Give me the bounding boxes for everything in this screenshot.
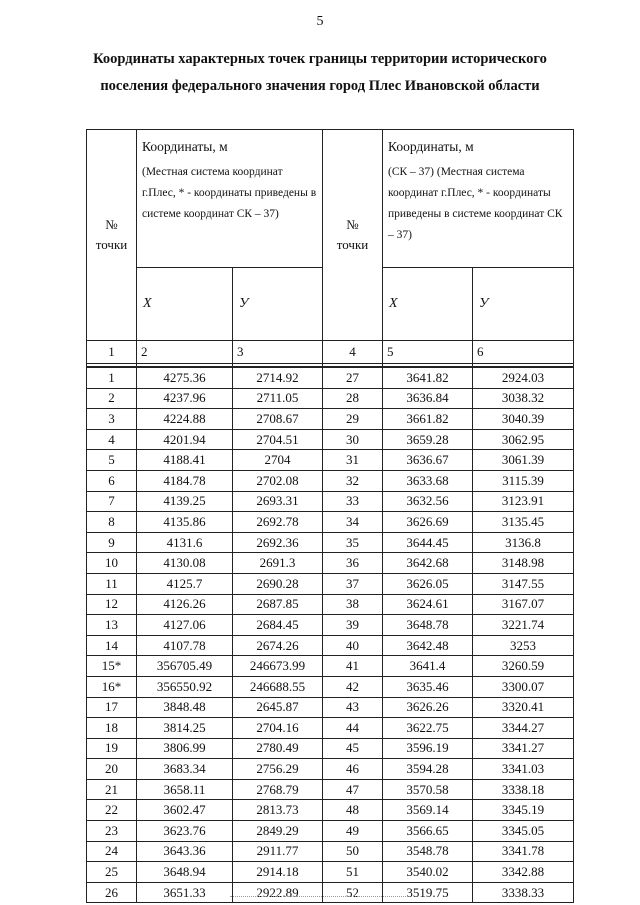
- point-number-cell: 21: [87, 779, 137, 800]
- x-coordinate-cell: 4130.08: [137, 553, 233, 574]
- x-coordinate-cell: 3651.33: [137, 882, 233, 903]
- y-coordinate-cell: 2693.31: [233, 491, 323, 512]
- y-coordinate-cell: 2692.78: [233, 512, 323, 533]
- point-number-cell: 52: [323, 882, 383, 903]
- table-row: [87, 635, 574, 656]
- point-number-cell: 45: [323, 738, 383, 759]
- column-index: 3: [233, 341, 323, 364]
- table-row: [87, 779, 574, 800]
- y-coordinate-cell: 3123.91: [473, 491, 574, 512]
- y-coordinate-cell: 2702.08: [233, 470, 323, 491]
- point-number-cell: 15*: [87, 656, 137, 677]
- y-coordinate-cell: 3320.41: [473, 697, 574, 718]
- point-number-cell: 44: [323, 718, 383, 739]
- y-coordinate-cell: 3038.32: [473, 388, 574, 409]
- point-number-cell: 35: [323, 532, 383, 553]
- point-number-cell: 31: [323, 450, 383, 471]
- y-coordinate-cell: 2768.79: [233, 779, 323, 800]
- table-row: [87, 882, 574, 903]
- y-coordinate-cell: 2756.29: [233, 759, 323, 780]
- y-coordinate-cell: 2704.16: [233, 718, 323, 739]
- coordinates-header-left: Координаты, м (Местная система координат г.Плес, * - координаты приведены в системе координат СК – 37): [137, 130, 323, 268]
- table-row: [87, 470, 574, 491]
- x-coordinate-cell: 3659.28: [383, 429, 473, 450]
- x-coordinate-cell: 3548.78: [383, 841, 473, 862]
- x-coordinate-cell: 3636.67: [383, 450, 473, 471]
- point-number-cell: 51: [323, 862, 383, 883]
- point-number-cell: 37: [323, 573, 383, 594]
- point-number-cell: 27: [323, 367, 383, 388]
- table-row: [87, 429, 574, 450]
- table-row: [87, 718, 574, 739]
- x-coordinate-cell: 3622.75: [383, 718, 473, 739]
- y-coordinate-cell: 3341.27: [473, 738, 574, 759]
- x-coordinate-cell: 3814.25: [137, 718, 233, 739]
- y-coordinate-cell: 3061.39: [473, 450, 574, 471]
- table-row: [87, 491, 574, 512]
- point-number-cell: 5: [87, 450, 137, 471]
- column-index: 1: [87, 341, 137, 364]
- table-row: [87, 573, 574, 594]
- point-number-cell: 11: [87, 573, 137, 594]
- point-number-cell: 29: [323, 409, 383, 430]
- point-number-cell: 33: [323, 491, 383, 512]
- table-row: [87, 656, 574, 677]
- point-number-cell: 23: [87, 821, 137, 842]
- point-number-cell: 41: [323, 656, 383, 677]
- x-coordinate-cell: 4127.06: [137, 615, 233, 636]
- x-coordinate-cell: 356550.92: [137, 676, 233, 697]
- y-coordinate-cell: 2690.28: [233, 573, 323, 594]
- x-coordinate-cell: 3624.61: [383, 594, 473, 615]
- y-coordinate-cell: 3136.8: [473, 532, 574, 553]
- y-coordinate-cell: 2674.26: [233, 635, 323, 656]
- column-index: 4: [323, 341, 383, 364]
- page-bottom-mark: [230, 896, 410, 897]
- point-number-cell: 2: [87, 388, 137, 409]
- x-coordinate-cell: 3806.99: [137, 738, 233, 759]
- y-coordinate-cell: 3342.88: [473, 862, 574, 883]
- y-coordinate-cell: 2911.77: [233, 841, 323, 862]
- point-number-header-left: № точки: [87, 130, 137, 341]
- point-number-cell: 25: [87, 862, 137, 883]
- x-coordinate-cell: 3626.26: [383, 697, 473, 718]
- y-coordinate-cell: 2704.51: [233, 429, 323, 450]
- x-coordinate-cell: 4139.25: [137, 491, 233, 512]
- x-coordinate-cell: 3596.19: [383, 738, 473, 759]
- table-row: [87, 615, 574, 636]
- table-row: [87, 450, 574, 471]
- x-coordinate-cell: 4184.78: [137, 470, 233, 491]
- y-coordinate-cell: 3167.07: [473, 594, 574, 615]
- point-number-cell: 50: [323, 841, 383, 862]
- x-coordinate-cell: 3602.47: [137, 800, 233, 821]
- table-row: [87, 512, 574, 533]
- y-coordinate-cell: 2645.87: [233, 697, 323, 718]
- point-number-cell: 24: [87, 841, 137, 862]
- point-number-cell: 16*: [87, 676, 137, 697]
- x-coordinate-cell: 3519.75: [383, 882, 473, 903]
- x-coordinate-cell: 4201.94: [137, 429, 233, 450]
- x-coordinate-cell: 4131.6: [137, 532, 233, 553]
- x-coordinate-cell: 4125.7: [137, 573, 233, 594]
- y-coordinate-cell: 3221.74: [473, 615, 574, 636]
- point-number-cell: 49: [323, 821, 383, 842]
- column-index-row: [87, 341, 574, 364]
- y-axis-header-right: У: [473, 268, 574, 341]
- x-coordinate-cell: 3658.11: [137, 779, 233, 800]
- table-row: [87, 841, 574, 862]
- y-coordinate-cell: 3260.59: [473, 656, 574, 677]
- y-coordinate-cell: 2714.92: [233, 367, 323, 388]
- point-number-cell: 38: [323, 594, 383, 615]
- point-number-cell: 13: [87, 615, 137, 636]
- y-coordinate-cell: 3345.19: [473, 800, 574, 821]
- x-coordinate-cell: 4107.78: [137, 635, 233, 656]
- y-coordinate-cell: 3338.18: [473, 779, 574, 800]
- y-coordinate-cell: 246688.55: [233, 676, 323, 697]
- x-coordinate-cell: 3643.36: [137, 841, 233, 862]
- point-number-cell: 46: [323, 759, 383, 780]
- table-row: [87, 676, 574, 697]
- x-coordinate-cell: 4237.96: [137, 388, 233, 409]
- x-coordinate-cell: 4224.88: [137, 409, 233, 430]
- point-number-cell: 14: [87, 635, 137, 656]
- point-number-cell: 48: [323, 800, 383, 821]
- x-coordinate-cell: 3626.05: [383, 573, 473, 594]
- table-row: [87, 553, 574, 574]
- y-coordinate-cell: 3344.27: [473, 718, 574, 739]
- y-coordinate-cell: 3300.07: [473, 676, 574, 697]
- y-coordinate-cell: 3338.33: [473, 882, 574, 903]
- y-coordinate-cell: 3062.95: [473, 429, 574, 450]
- point-number-cell: 26: [87, 882, 137, 903]
- x-coordinate-cell: 3641.82: [383, 367, 473, 388]
- y-coordinate-cell: 2692.36: [233, 532, 323, 553]
- point-number-cell: 42: [323, 676, 383, 697]
- y-coordinate-cell: 2849.29: [233, 821, 323, 842]
- x-coordinate-cell: 3632.56: [383, 491, 473, 512]
- x-coordinate-cell: 4135.86: [137, 512, 233, 533]
- point-number-cell: 4: [87, 429, 137, 450]
- y-coordinate-cell: 2914.18: [233, 862, 323, 883]
- point-number-cell: 47: [323, 779, 383, 800]
- y-coordinate-cell: 2711.05: [233, 388, 323, 409]
- y-coordinate-cell: 2813.73: [233, 800, 323, 821]
- column-index: 5: [383, 341, 473, 364]
- title-line-1: Координаты характерных точек границы территории исторического: [93, 51, 547, 67]
- coordinates-header-right: Координаты, м (СК – 37) (Местная система координат г.Плес, * - координаты приведены в системе координат СК – 37): [383, 130, 574, 268]
- table-row: [87, 759, 574, 780]
- x-coordinate-cell: 3569.14: [383, 800, 473, 821]
- point-number-cell: 28: [323, 388, 383, 409]
- x-coordinate-cell: 3683.34: [137, 759, 233, 780]
- y-coordinate-cell: 3345.05: [473, 821, 574, 842]
- table-row: [87, 862, 574, 883]
- x-coordinate-cell: 3642.48: [383, 635, 473, 656]
- y-coordinate-cell: 2684.45: [233, 615, 323, 636]
- x-coordinate-cell: 3848.48: [137, 697, 233, 718]
- x-coordinate-cell: 3570.58: [383, 779, 473, 800]
- x-coordinate-cell: 3626.69: [383, 512, 473, 533]
- x-coordinate-cell: 3636.84: [383, 388, 473, 409]
- column-index: 6: [473, 341, 574, 364]
- x-coordinate-cell: 3641.4: [383, 656, 473, 677]
- table-row: [87, 800, 574, 821]
- x-coordinate-cell: 3644.45: [383, 532, 473, 553]
- x-coordinate-cell: 3633.68: [383, 470, 473, 491]
- point-number-cell: 43: [323, 697, 383, 718]
- x-coordinate-cell: 3642.68: [383, 553, 473, 574]
- x-coordinate-cell: 3648.94: [137, 862, 233, 883]
- point-number-cell: 3: [87, 409, 137, 430]
- table-row: [87, 738, 574, 759]
- point-number-cell: 22: [87, 800, 137, 821]
- document-title: [60, 46, 580, 100]
- x-axis-header-left: X: [137, 268, 233, 341]
- table-row: [87, 821, 574, 842]
- y-coordinate-cell: 3341.78: [473, 841, 574, 862]
- point-number-cell: 9: [87, 532, 137, 553]
- point-number-cell: 39: [323, 615, 383, 636]
- point-number-cell: 30: [323, 429, 383, 450]
- point-number-cell: 1: [87, 367, 137, 388]
- x-coordinate-cell: 3648.78: [383, 615, 473, 636]
- point-number-header-right: № точки: [323, 130, 383, 341]
- y-coordinate-cell: 2687.85: [233, 594, 323, 615]
- y-coordinate-cell: 2924.03: [473, 367, 574, 388]
- x-coordinate-cell: 3566.65: [383, 821, 473, 842]
- table-row: [87, 388, 574, 409]
- point-number-cell: 40: [323, 635, 383, 656]
- x-coordinate-cell: 3594.28: [383, 759, 473, 780]
- y-coordinate-cell: 2922.89: [233, 882, 323, 903]
- point-number-cell: 17: [87, 697, 137, 718]
- y-coordinate-cell: 2704: [233, 450, 323, 471]
- point-number-cell: 12: [87, 594, 137, 615]
- y-coordinate-cell: 3341.03: [473, 759, 574, 780]
- point-number-cell: 19: [87, 738, 137, 759]
- y-coordinate-cell: 246673.99: [233, 656, 323, 677]
- point-number-cell: 7: [87, 491, 137, 512]
- y-coordinate-cell: 3040.39: [473, 409, 574, 430]
- page-number: 5: [316, 14, 324, 29]
- y-coordinate-cell: 3147.55: [473, 573, 574, 594]
- x-coordinate-cell: 356705.49: [137, 656, 233, 677]
- column-index: 2: [137, 341, 233, 364]
- y-coordinate-cell: 2708.67: [233, 409, 323, 430]
- x-coordinate-cell: 3635.46: [383, 676, 473, 697]
- x-coordinate-cell: 3623.76: [137, 821, 233, 842]
- table-row: [87, 409, 574, 430]
- point-number-cell: 10: [87, 553, 137, 574]
- x-coordinate-cell: 4188.41: [137, 450, 233, 471]
- point-number-cell: 18: [87, 718, 137, 739]
- point-number-cell: 20: [87, 759, 137, 780]
- point-number-cell: 36: [323, 553, 383, 574]
- table-row: [87, 594, 574, 615]
- x-coordinate-cell: 4275.36: [137, 367, 233, 388]
- x-coordinate-cell: 3540.02: [383, 862, 473, 883]
- y-coordinate-cell: 2780.49: [233, 738, 323, 759]
- table-row: [87, 532, 574, 553]
- x-coordinate-cell: 4126.26: [137, 594, 233, 615]
- x-coordinate-cell: 3661.82: [383, 409, 473, 430]
- point-number-cell: 32: [323, 470, 383, 491]
- y-coordinate-cell: 3148.98: [473, 553, 574, 574]
- table-row: [87, 367, 574, 388]
- coordinates-table: [86, 129, 574, 903]
- title-line-2: поселения федерального значения город Плес Ивановской области: [100, 78, 540, 94]
- y-coordinate-cell: 3135.45: [473, 512, 574, 533]
- x-axis-header-right: X: [383, 268, 473, 341]
- y-coordinate-cell: 3115.39: [473, 470, 574, 491]
- point-number-cell: 6: [87, 470, 137, 491]
- y-coordinate-cell: 2691.3: [233, 553, 323, 574]
- y-coordinate-cell: 3253: [473, 635, 574, 656]
- table-row: [87, 697, 574, 718]
- point-number-cell: 34: [323, 512, 383, 533]
- point-number-cell: 8: [87, 512, 137, 533]
- coordinates-rows: [87, 367, 574, 903]
- y-axis-header-left: У: [233, 268, 323, 341]
